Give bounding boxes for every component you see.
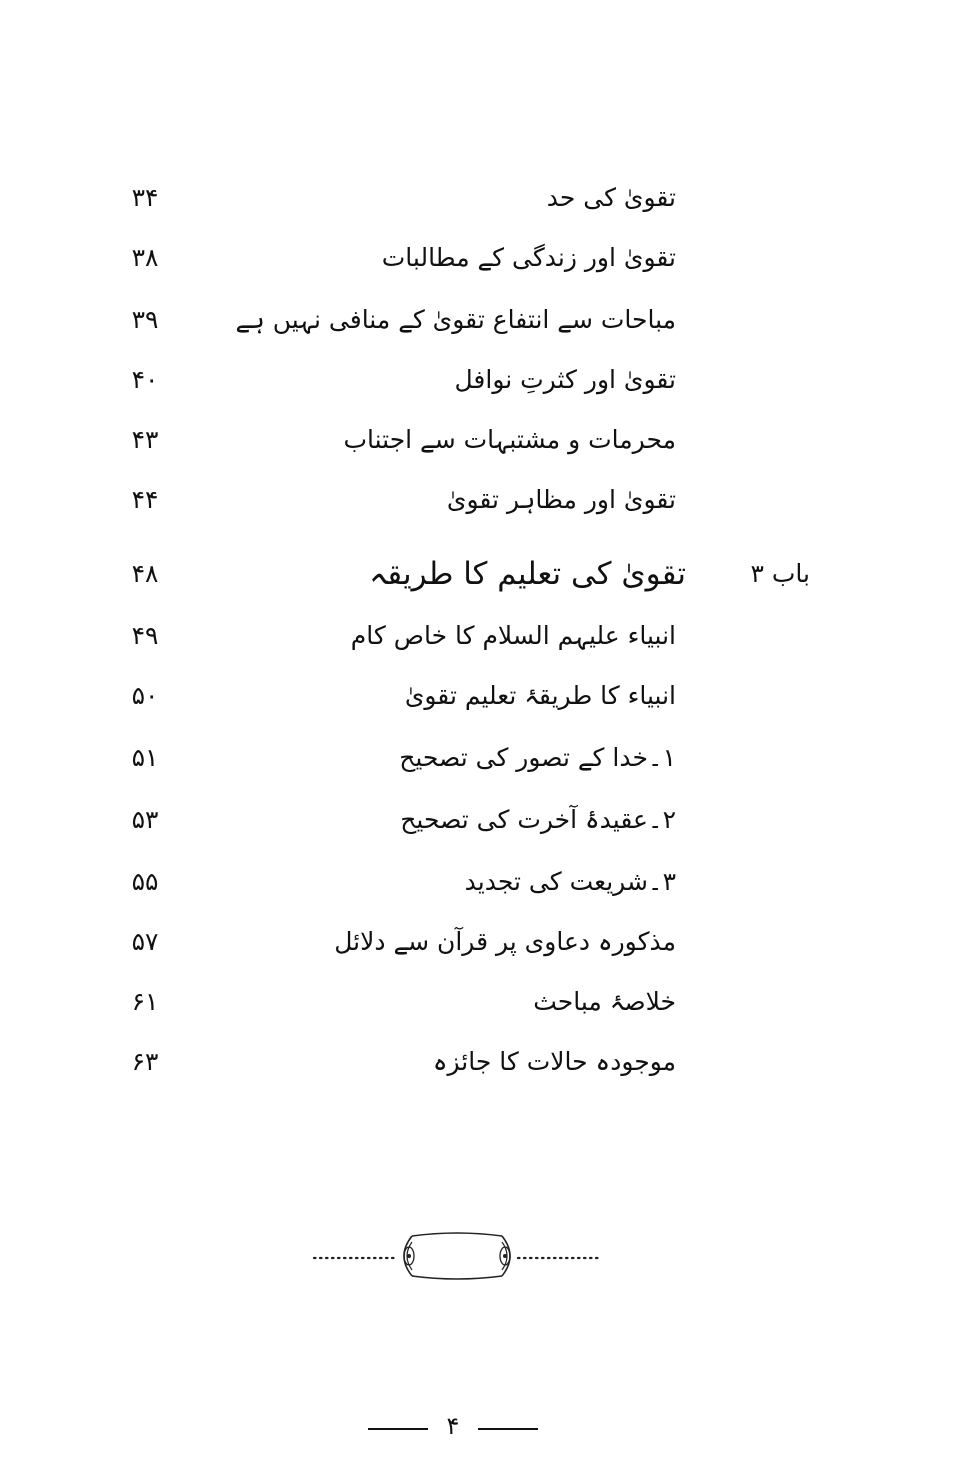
- toc-entry-page: ۵۱: [131, 743, 159, 772]
- toc-entry-title: انبیاء کا طریقۂ تعلیم تقویٰ: [404, 681, 676, 710]
- toc-entry: [0, 616, 968, 656]
- toc-entry: [0, 862, 968, 902]
- toc-entry-title: تقویٰ اور زندگی کے مطالبات: [381, 243, 676, 272]
- chapter-label: باب ۳: [750, 559, 810, 588]
- toc-entry-page: ۵۰: [131, 681, 159, 710]
- page-footer: [0, 1408, 968, 1444]
- toc-entry: [0, 1042, 968, 1082]
- toc-entry-page: ۴۳: [131, 425, 159, 454]
- toc-entry-page: ۵۷: [131, 927, 159, 956]
- toc-entry-page: ۶۳: [131, 1047, 159, 1076]
- toc-entry-title: انبیاء علیہم السلام کا خاص کام: [350, 621, 676, 650]
- toc-entry: [0, 982, 968, 1022]
- toc-entry: [0, 178, 968, 218]
- toc-entry: [0, 800, 968, 840]
- toc-entry-page: ۵۵: [131, 867, 159, 896]
- toc-entry-title: خلاصۂ مباحث: [533, 987, 676, 1016]
- toc-entry-title: محرمات و مشتبہات سے اجتناب: [343, 425, 676, 454]
- footer-rule-left: [368, 1428, 428, 1430]
- page-number: ۴: [446, 1412, 460, 1440]
- toc-entry: [0, 420, 968, 460]
- toc-entry-title: ۳۔شریعت کی تجدید: [464, 867, 676, 896]
- ornament-divider-icon: [312, 1228, 602, 1284]
- toc-entry-page: ۳۸: [131, 243, 159, 272]
- toc-entry: [0, 300, 968, 340]
- toc-entry-title: تقویٰ کی حد: [546, 183, 676, 212]
- toc-entry-page: ۶۱: [131, 987, 159, 1016]
- chapter-page: ۴۸: [131, 559, 159, 588]
- toc-entry-title: مباحات سے انتفاع تقویٰ کے منافی نہیں ہے: [235, 305, 676, 334]
- toc-entry: [0, 922, 968, 962]
- toc-entry: [0, 676, 968, 716]
- toc-entry-page: ۴۹: [131, 621, 159, 650]
- toc-entry-title: ۲۔عقیدۂ آخرت کی تصحیح: [400, 805, 676, 834]
- toc-entry-title: ۱۔خدا کے تصور کی تصحیح: [399, 743, 676, 772]
- toc-entry: [0, 480, 968, 520]
- toc-entry-page: ۴۰: [131, 365, 159, 394]
- toc-entry: [0, 360, 968, 400]
- toc-entry: [0, 738, 968, 778]
- toc-entry-page: ۴۴: [131, 485, 159, 514]
- toc-entry-page: ۵۳: [131, 805, 159, 834]
- toc-entry-title: مذکورہ دعاوی پر قرآن سے دلائل: [334, 927, 676, 956]
- footer-rule-right: [478, 1428, 538, 1430]
- toc-chapter-heading: [0, 554, 968, 594]
- toc-entry-title: موجودہ حالات کا جائزہ: [432, 1047, 676, 1076]
- toc-entry-title: تقویٰ اور مظاہر تقویٰ: [446, 485, 676, 514]
- toc-entry: [0, 238, 968, 278]
- toc-entry-page: ۳۹: [131, 305, 159, 334]
- chapter-title: تقویٰ کی تعلیم کا طریقہ: [369, 556, 686, 592]
- toc-entry-title: تقویٰ اور کثرتِ نوافل: [454, 365, 676, 394]
- toc-entry-page: ۳۴: [131, 183, 159, 212]
